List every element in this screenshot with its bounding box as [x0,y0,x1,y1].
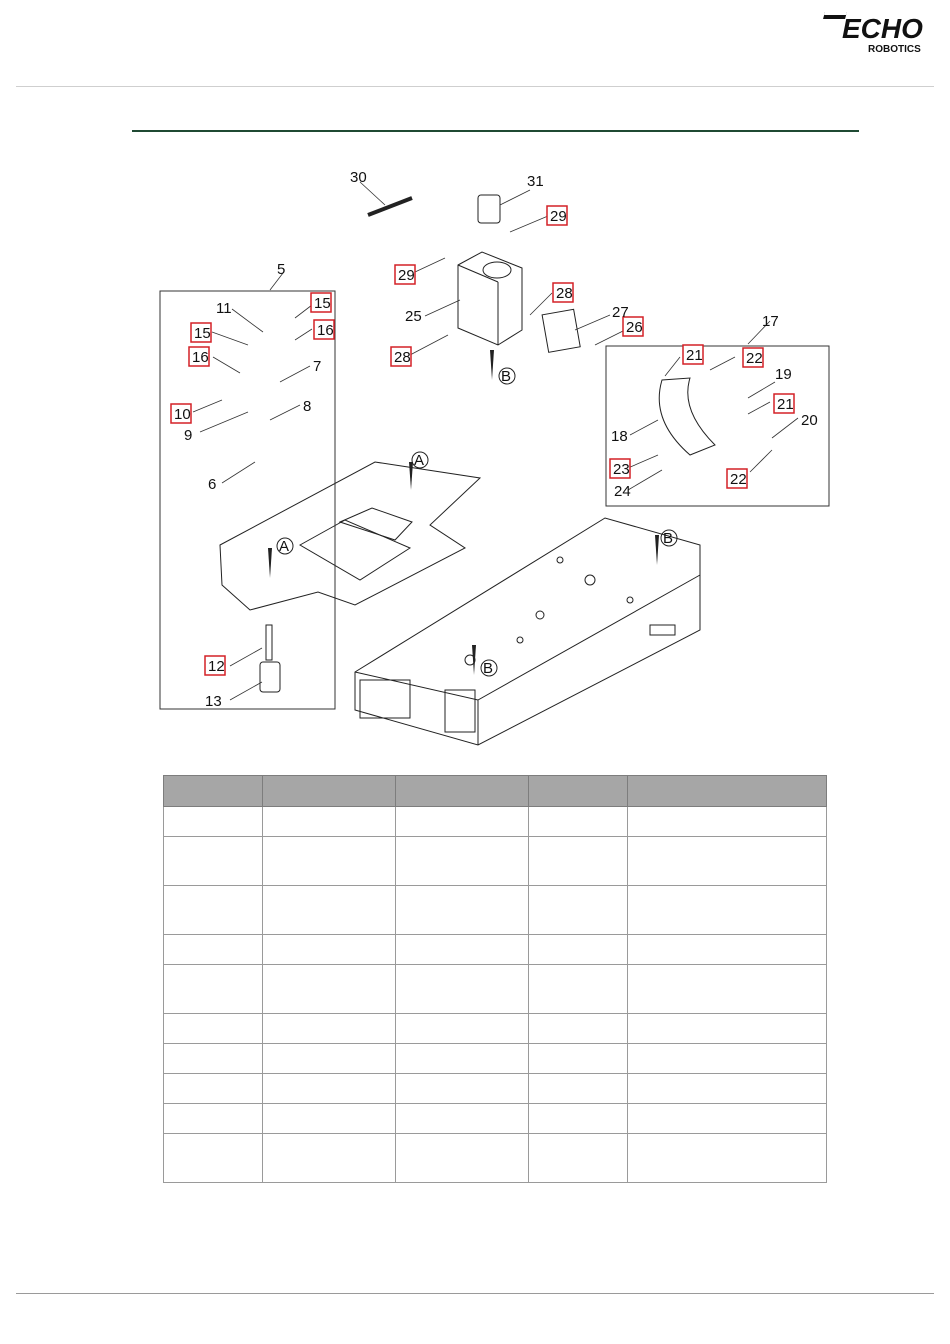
table-cell [164,965,263,1014]
table-header-cell [164,776,263,807]
table-row [164,807,827,837]
table-cell [628,935,827,965]
table-row [164,1014,827,1044]
marker-a-top: A [414,452,425,469]
callout-29a: 29 [550,208,567,225]
leader-lines [193,182,798,700]
callout-31: 31 [527,173,544,190]
table-row [164,935,827,965]
sleeve-13 [260,662,280,692]
parts-table [163,775,827,1183]
callout-22a: 22 [746,350,763,367]
post-12 [266,625,272,660]
callout-11: 11 [216,300,232,317]
plate-27 [542,309,580,352]
callout-5: 5 [277,261,286,278]
callout-7: 7 [313,358,322,375]
callout-28b: 28 [394,349,411,366]
table-cell [396,1074,529,1104]
callout-10: 10 [174,406,191,423]
callout-16a: 16 [317,322,334,339]
section-markers [268,350,677,677]
callout-30: 30 [350,169,367,186]
table-cell [396,807,529,837]
callout-8: 8 [303,398,312,415]
bracket-18 [659,378,715,455]
chassis-frame [355,518,700,745]
table-cell [396,1044,529,1074]
table-row [164,1104,827,1134]
table-cell [529,886,628,935]
callout-19: 19 [775,366,792,383]
table-cell [164,807,263,837]
table-cell [263,837,396,886]
table-cell [164,837,263,886]
strap-30 [368,198,412,215]
table-cell [628,1134,827,1183]
table-header-cell [396,776,529,807]
table-cell [164,886,263,935]
marker-b-bracket: B [501,368,512,385]
table-row [164,837,827,886]
table-cell [263,807,396,837]
table-cell [263,1074,396,1104]
callout-29b: 29 [398,267,415,284]
table-cell [263,965,396,1014]
logo-text: ECHO [842,13,923,44]
table-cell [263,1044,396,1074]
callout-22b: 22 [730,471,747,488]
callout-21b: 21 [777,396,794,413]
callout-12: 12 [208,658,225,675]
table-cell [263,1014,396,1044]
table-cell [628,807,827,837]
table-row [164,1074,827,1104]
callout-21a: 21 [686,347,703,364]
table-cell [529,1134,628,1183]
table-cell [529,965,628,1014]
table-cell [263,1104,396,1134]
part-31 [478,195,500,223]
marker-b-frame: B [663,530,674,547]
callout-25: 25 [405,308,422,325]
callout-26: 26 [626,319,643,336]
callout-17: 17 [762,313,779,330]
table-header-row [164,776,827,807]
table-cell [164,1014,263,1044]
callout-27: 27 [612,304,629,321]
callout-13: 13 [205,693,222,710]
table-header-cell [628,776,827,807]
table-cell [396,837,529,886]
table-cell [263,935,396,965]
callout-28a: 28 [556,285,573,302]
table-cell [529,1014,628,1044]
callout-15a: 15 [314,295,331,312]
callout-23: 23 [613,461,630,478]
table-cell [164,935,263,965]
table-cell [396,965,529,1014]
table-cell [529,935,628,965]
detail-box-right [606,346,829,506]
table-cell [628,886,827,935]
table-row [164,965,827,1014]
callout-9: 9 [184,427,193,444]
plain-callouts [184,169,818,710]
table-cell [164,1134,263,1183]
table-cell [263,1134,396,1183]
table-cell [164,1104,263,1134]
table-cell [263,886,396,935]
table-row [164,886,827,935]
table-cell [396,1134,529,1183]
table-cell [396,1104,529,1134]
table-cell [529,1044,628,1074]
callout-20: 20 [801,412,818,429]
mounting-plate [220,462,480,610]
table-cell [529,1104,628,1134]
callout-24: 24 [614,483,631,500]
table-header-cell [529,776,628,807]
detail-box-left [160,291,335,709]
table-cell [628,1104,827,1134]
table-cell [628,1074,827,1104]
table-cell [628,1014,827,1044]
callout-15b: 15 [194,325,211,342]
callout-6: 6 [208,476,217,493]
table-cell [529,1074,628,1104]
table-cell [164,1074,263,1104]
table-cell [628,965,827,1014]
table-cell [396,886,529,935]
table-cell [164,1044,263,1074]
table-cell [396,935,529,965]
table-row [164,1134,827,1183]
table-cell [628,837,827,886]
table-header-cell [263,776,396,807]
footer-divider [16,1293,934,1294]
marker-a-left: A [279,538,290,555]
table-cell [628,1044,827,1074]
marker-b-lower: B [483,660,494,677]
logo-subtext: ROBOTICS [868,44,921,55]
table-cell [529,807,628,837]
boxed-callouts [171,206,794,675]
table-row [164,1044,827,1074]
callout-18: 18 [611,428,628,445]
callout-16b: 16 [192,349,209,366]
bracket-25 [458,252,522,345]
table-cell [529,837,628,886]
table-cell [396,1014,529,1044]
